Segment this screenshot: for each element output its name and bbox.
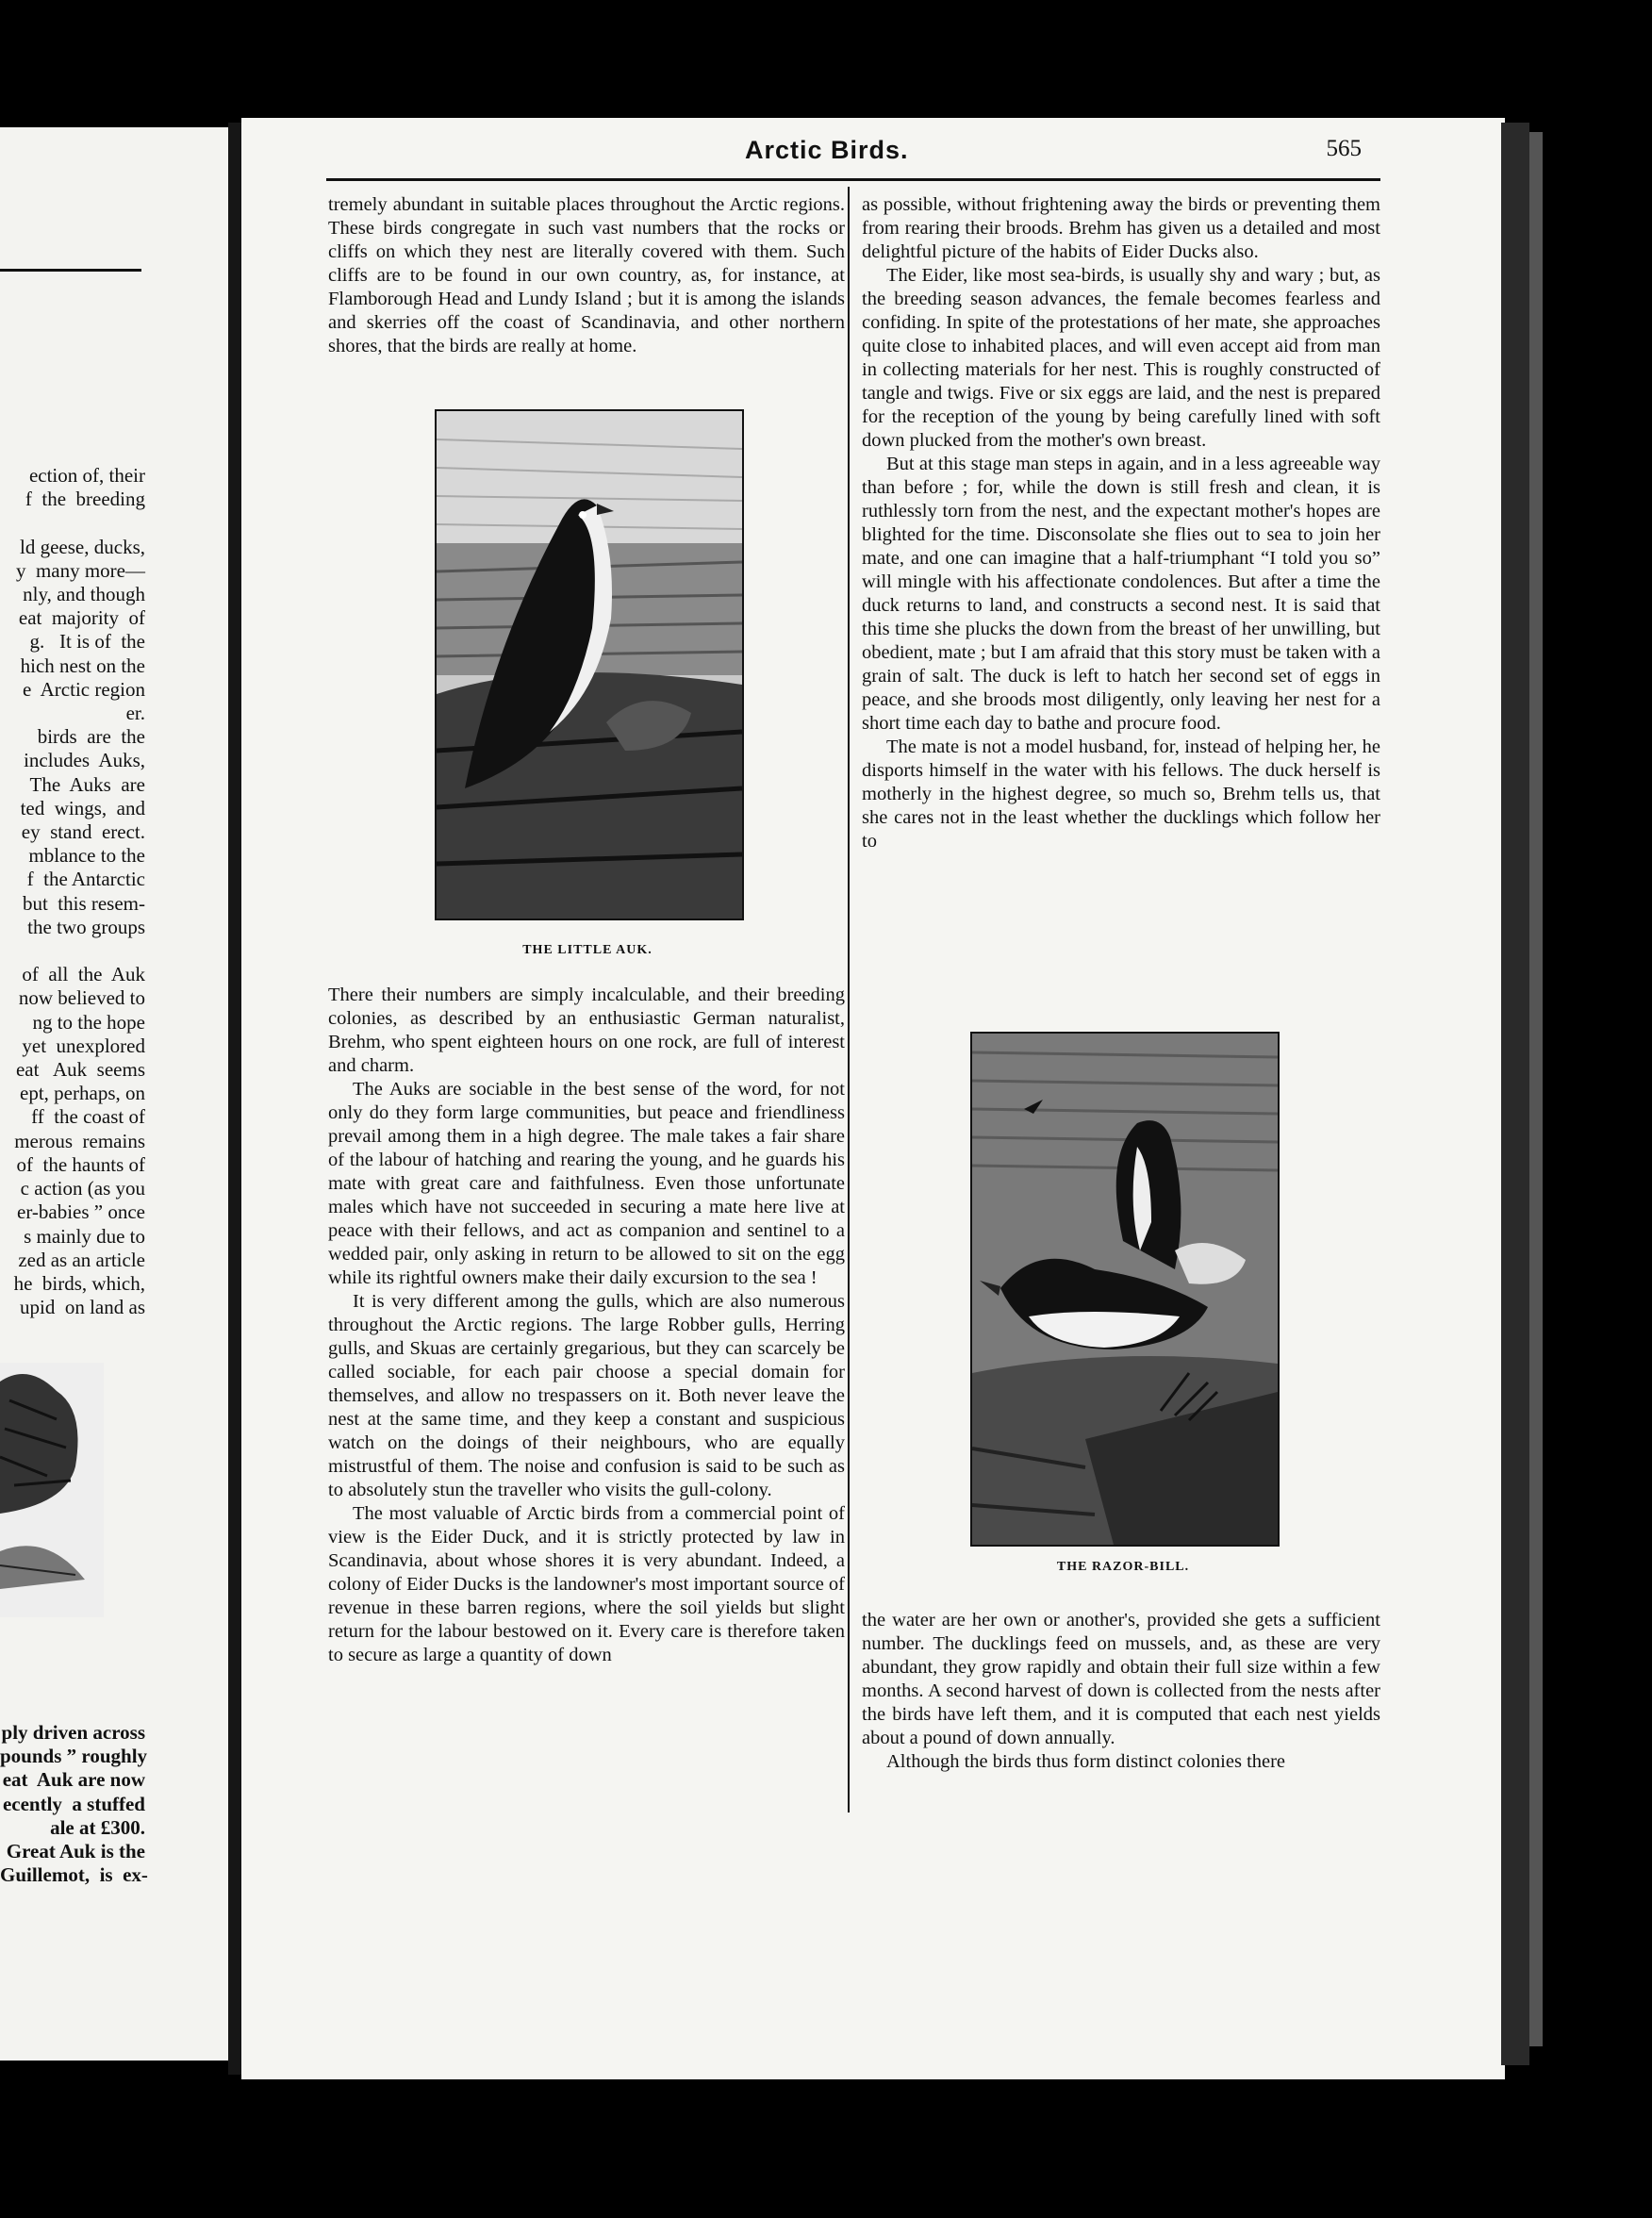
right-column-top: [862, 193, 1380, 853]
running-head: [326, 136, 1380, 172]
header-rule: [326, 178, 1380, 181]
paragraph: as possible, without frightening away the birds or preventing them from rearing their broods. Brehm has given us a detailed and most delightful picture of the habits of Eider Ducks also.: [862, 194, 1380, 262]
page-edge: [1501, 123, 1529, 2065]
little-auk-illustration: [435, 409, 744, 920]
razor-bill-illustration: [970, 1032, 1280, 1547]
paragraph: But at this stage man steps in again, and in a less agreeable way than before ; for, while the down is still fresh and clean, it is ruthlessly torn from the nest, and the expectant mother's hopes are blighted for the time. Disconsolate she flies out to sea to join her mate, and one can imagine that a half-triumphant “I told you so” will mingle with his affectionate condolences. But after a time the duck returns to land, and constructs a second nest. It is said that this time she plucks the down from the breast of her unwilling, but obedient, mate ; but I am afraid that this story must be taken with a grain of salt. The duck is left to hatch her second set of eggs in peace, and she broods most diligently, only leaving her nest for a short time each day to bathe and procure food.: [862, 454, 1380, 734]
page-edge-inner: [1529, 132, 1543, 2046]
left-page-illustration-fragment: [0, 1363, 104, 1617]
left-page-text-upper: ection of, their f the breeding ld geese, ducks, y many more— nly, and though eat majority of g. It is of the hich nest on the e Arctic region er. birds are the includes Auks, The Auks are ted wings, and ey stand erect. mblance to the f the Antarctic but this resem- the two groups of all the Auk now believed to ng to the hope yet unexplored eat Auk seems ept, perhaps, on ff the coast of merous remains of the haunts of c action (as you er-babies ” once s mainly due to zed as an article he birds, which, upid on land as: [13, 464, 145, 1319]
paragraph: The Eider, like most sea-birds, is usually shy and wary ; but, as the breeding season advances, the female becomes fearless and confiding. In spite of the protestations of her mate, she approaches quite close to inhabited places, and will even accept aid from man in collecting materials for her nest. This is roughly constructed of tangle and twigs. Five or six eggs are laid, and the nest is prepared for the reception of the young by being carefully lined with soft down plucked from the mother's own breast.: [862, 265, 1380, 451]
paragraph: tremely abundant in suitable places throughout the Arctic regions. These birds congregate in such vast numbers that the rocks or cliffs on which they nest are literally covered with them. Such cliffs are to be found in our own country, as, for instance, at Flamborough Head and Lundy Island ; but it is among the islands and skerries off the coast of Scandinavia, and other northern shores, that the birds are really at home.: [328, 194, 845, 356]
left-column-bottom: [328, 984, 845, 1667]
page-number: 565: [1326, 136, 1362, 161]
left-column-top: [328, 193, 845, 358]
paragraph: The most valuable of Arctic birds from a commercial point of view is the Eider Duck, and it is strictly protected by law in Scandinavia, about whose shores it is very abundant. Indeed, a colony of Eider Ducks is the landowner's most important source of revenue in these barren regions, where the soil yields but slight return for the labour bestowed on it. Every care is therefore taken to secure as large a quantity of down: [328, 1503, 845, 1665]
razor-bill-caption: THE RAZOR-BILL.: [1056, 1560, 1190, 1574]
razor-bill-engraving: [972, 1034, 1278, 1545]
paragraph: Although the birds thus form distinct colonies there: [886, 1751, 1286, 1772]
little-auk-caption: THE LITTLE AUK.: [522, 943, 653, 957]
column-divider: [848, 187, 850, 1812]
paragraph: The mate is not a model husband, for, instead of helping her, he disports himself in the water with his fellows. The duck herself is motherly in the highest degree, so much so, Brehm tells us, that she cares not in the least whether the ducklings which follow her to: [862, 737, 1380, 852]
right-column-bottom: [862, 1609, 1380, 1774]
paragraph: the water are her own or another's, provided she gets a sufficient number. The ducklings feed on mussels, and, as these are very abundant, they grow rapidly and obtain their full size within a few months. A second harvest of down is collected from the nests after the birds have left them, and it is computed that each nest yields about a pound of down annually.: [862, 1610, 1380, 1748]
little-auk-engraving: [437, 411, 742, 919]
paragraph: There their numbers are simply incalculable, and their breeding colonies, as described by an enthusiastic German naturalist, Brehm, who spent eighteen hours on one rock, are full of interest and charm.: [328, 985, 845, 1076]
left-page-text-lower: ply driven across pounds ” roughly eat Auk are now ecently a stuffed ale at £300. Great Auk is the Guillemot, is ex-: [0, 1721, 148, 1887]
paragraph: It is very different among the gulls, which are also numerous throughout the Arctic regions. The large Robber gulls, Herring gulls, and Skuas are certainly gregarious, but they can scarcely be called sociable, for each pair choose a special domain for themselves, and allow no trespassers on it. Both never leave the nest at the same time, and they keep a constant and suspicious watch on the doings of their neighbours, who are equally mistrustful of them. The noise and confusion is said to be such as to absolutely stun the traveller who visits the gull-colony.: [328, 1291, 845, 1500]
page-title: Arctic Birds.: [745, 136, 909, 164]
paragraph: The Auks are sociable in the best sense of the word, for not only do they form large communities, but peace and friendliness prevail among them in a high degree. The male takes a fair share of the labour of hatching and rearing the young, and he guards his mate with great care and faithfulness. Even those unfortunate males which have not succeeded in securing a mate here live at peace with their fellows, and act as companion and sentinel to a wedded pair, only asking in return to be allowed to sit on the egg while its rightful owners make their daily excursion to the sea !: [328, 1079, 845, 1288]
left-page-fragment: [0, 127, 228, 2061]
left-page-rule: [0, 269, 141, 272]
